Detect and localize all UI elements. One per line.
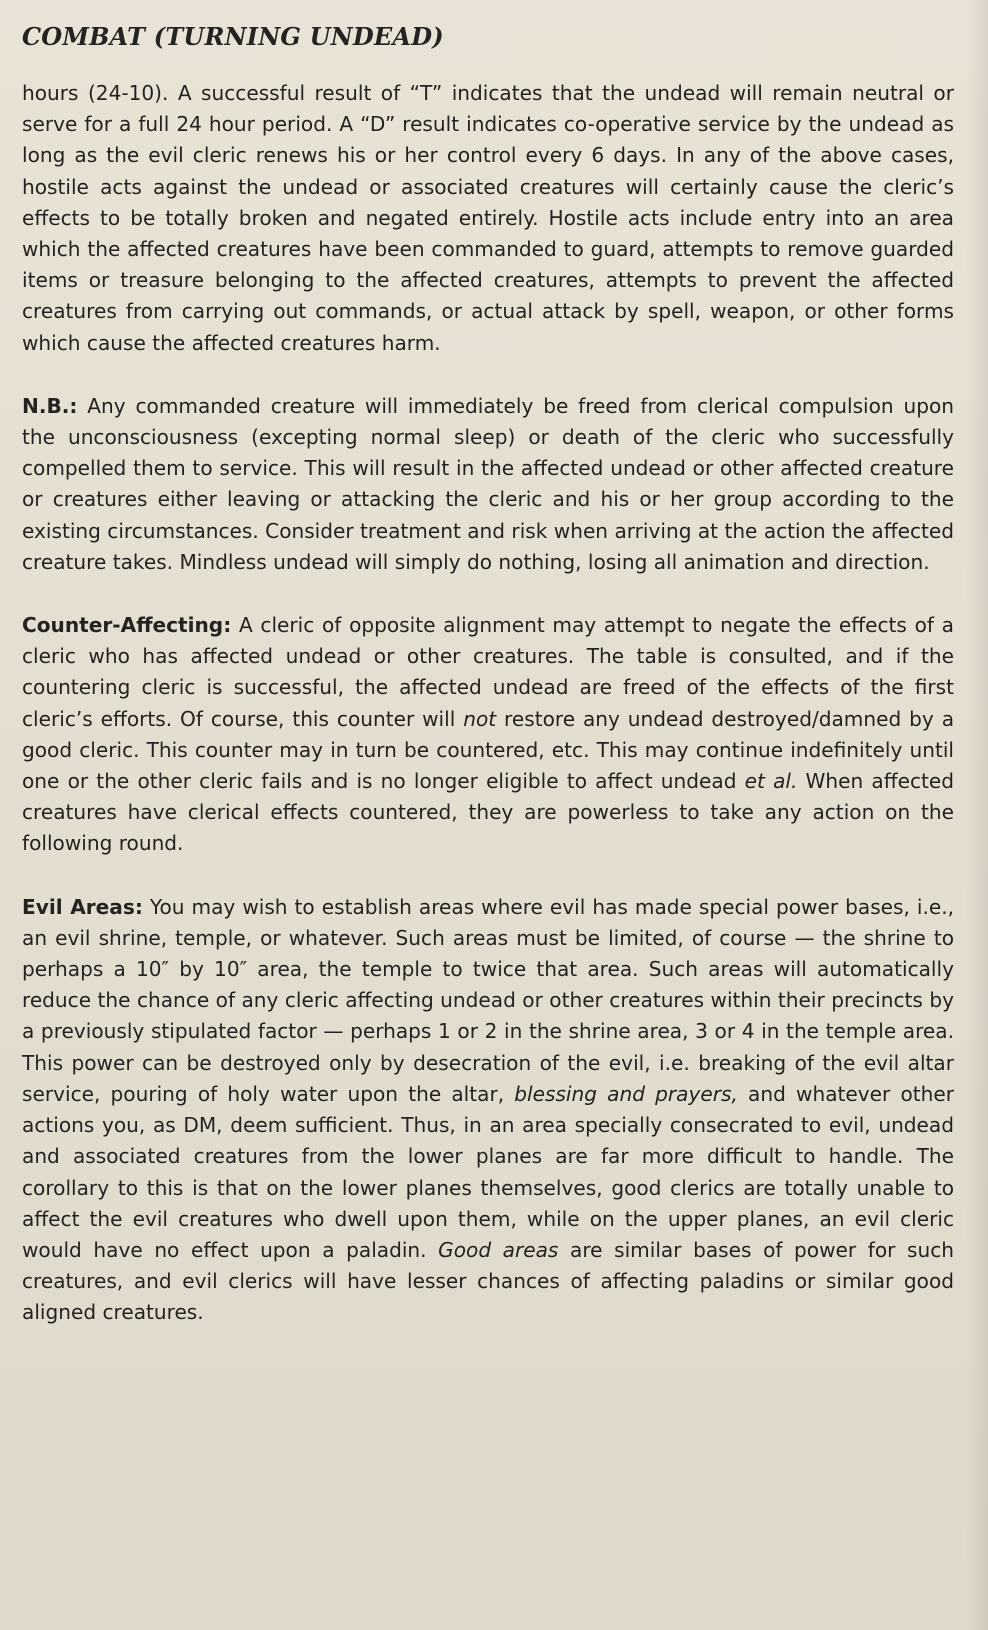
italic-text: not (463, 706, 497, 731)
paragraph-text: You may wish to establish areas where evil has made special power bases, i.e., an evil shrine, temple, or whatever. Such areas must be limited, of course — the shrine to perhaps a 10″ by 10″ area, the temple to twice that area. Such areas will automatically reduce the chance of any cleric affecting undead or other creatures within their precincts by a previously stipulated factor — perhaps 1 or 2 in the shrine area, 3 or 4 in the temple area. This power can be destroyed only by desecration of the evil, i.e. breaking of the evil altar service, pouring of holy water upon the altar, (22, 894, 954, 1106)
paragraph-text: hours (24-10). A successful result of “T” indicates that the undead will remain neutral or serve for a full 24 hour period. A “D” result indicates co-operative service by the undead as long as the evil cleric renews his or her control every 6 days. In any of the above cases, hostile acts against the undead or associated creatures will certainly cause the cleric’s effects to be totally broken and negated entirely. Hostile acts include entry into an area which the affected creatures have been commanded to guard, attempts to remove guarded items or treasure belonging to the affected creatures, attempts to prevent the affected creatures from carrying out commands, or actual attack by spell, weapon, or other forms which cause the affected creatures harm. (22, 81, 954, 355)
italic-text: et al. (744, 769, 798, 794)
paragraph-text: A cleric of opposite alignment may attempt to negate the effects of a cleric who has affected undead or other creatures. The table is consulted, and if the countering cleric is successful, the affected undead are freed of the effects of the first cleric’s efforts. Of course, this counter will (22, 613, 954, 731)
paragraph-heading-evil-areas: Evil Areas: (22, 894, 143, 919)
paragraph-heading-nb: N.B.: (22, 393, 78, 418)
italic-text: blessing and prayers, (514, 1081, 738, 1106)
paragraph-evil-areas (22, 892, 954, 1329)
paragraph-text: and whatever other actions you, as DM, deem sufficient. Thus, in an area specially consecrated to evil, undead and associated creatures from the lower planes are far more difficult to handle. The corollary to this is that on the lower planes themselves, good clerics are totally unable to affect the evil creatures who dwell upon them, while on the upper planes, an evil cleric would have no effect upon a paladin. (22, 1081, 954, 1262)
paragraph-heading-counter-affecting: Counter-Affecting: (22, 613, 232, 638)
paragraph-counter-affecting (22, 610, 954, 860)
paragraph-text: Any commanded creature will immediately be freed from clerical compulsion upon the unconsciousness (excepting normal sleep) or death of the cleric who successfully compelled them to service. This will result in the affected undead or other affected creature or creatures either leaving or attacking the cleric and his or her group according to the existing circumstances. Consider treatment and risk when arriving at the action the affected creature takes. Mindless undead will simply do nothing, losing all animation and direction. (22, 393, 954, 574)
italic-text: Good areas (438, 1237, 559, 1262)
page-header: COMBAT (TURNING UNDEAD) (22, 22, 444, 51)
paragraph-text: are similar bases of power for such creatures, and evil clerics will have lesser chances of affecting paladins or similar good aligned creatures. (22, 1237, 954, 1325)
paragraph-text: restore any undead destroyed/damned by a good cleric. This counter may in turn be countered, etc. This may continue indefinitely until one or the other cleric fails and is no longer eligible to affect undead (22, 706, 955, 794)
paragraph-text: When affected creatures have clerical effects countered, they are powerless to take any action on the following round. (22, 769, 954, 856)
paragraph-continuation (22, 78, 954, 359)
paragraph-nb (22, 391, 954, 578)
